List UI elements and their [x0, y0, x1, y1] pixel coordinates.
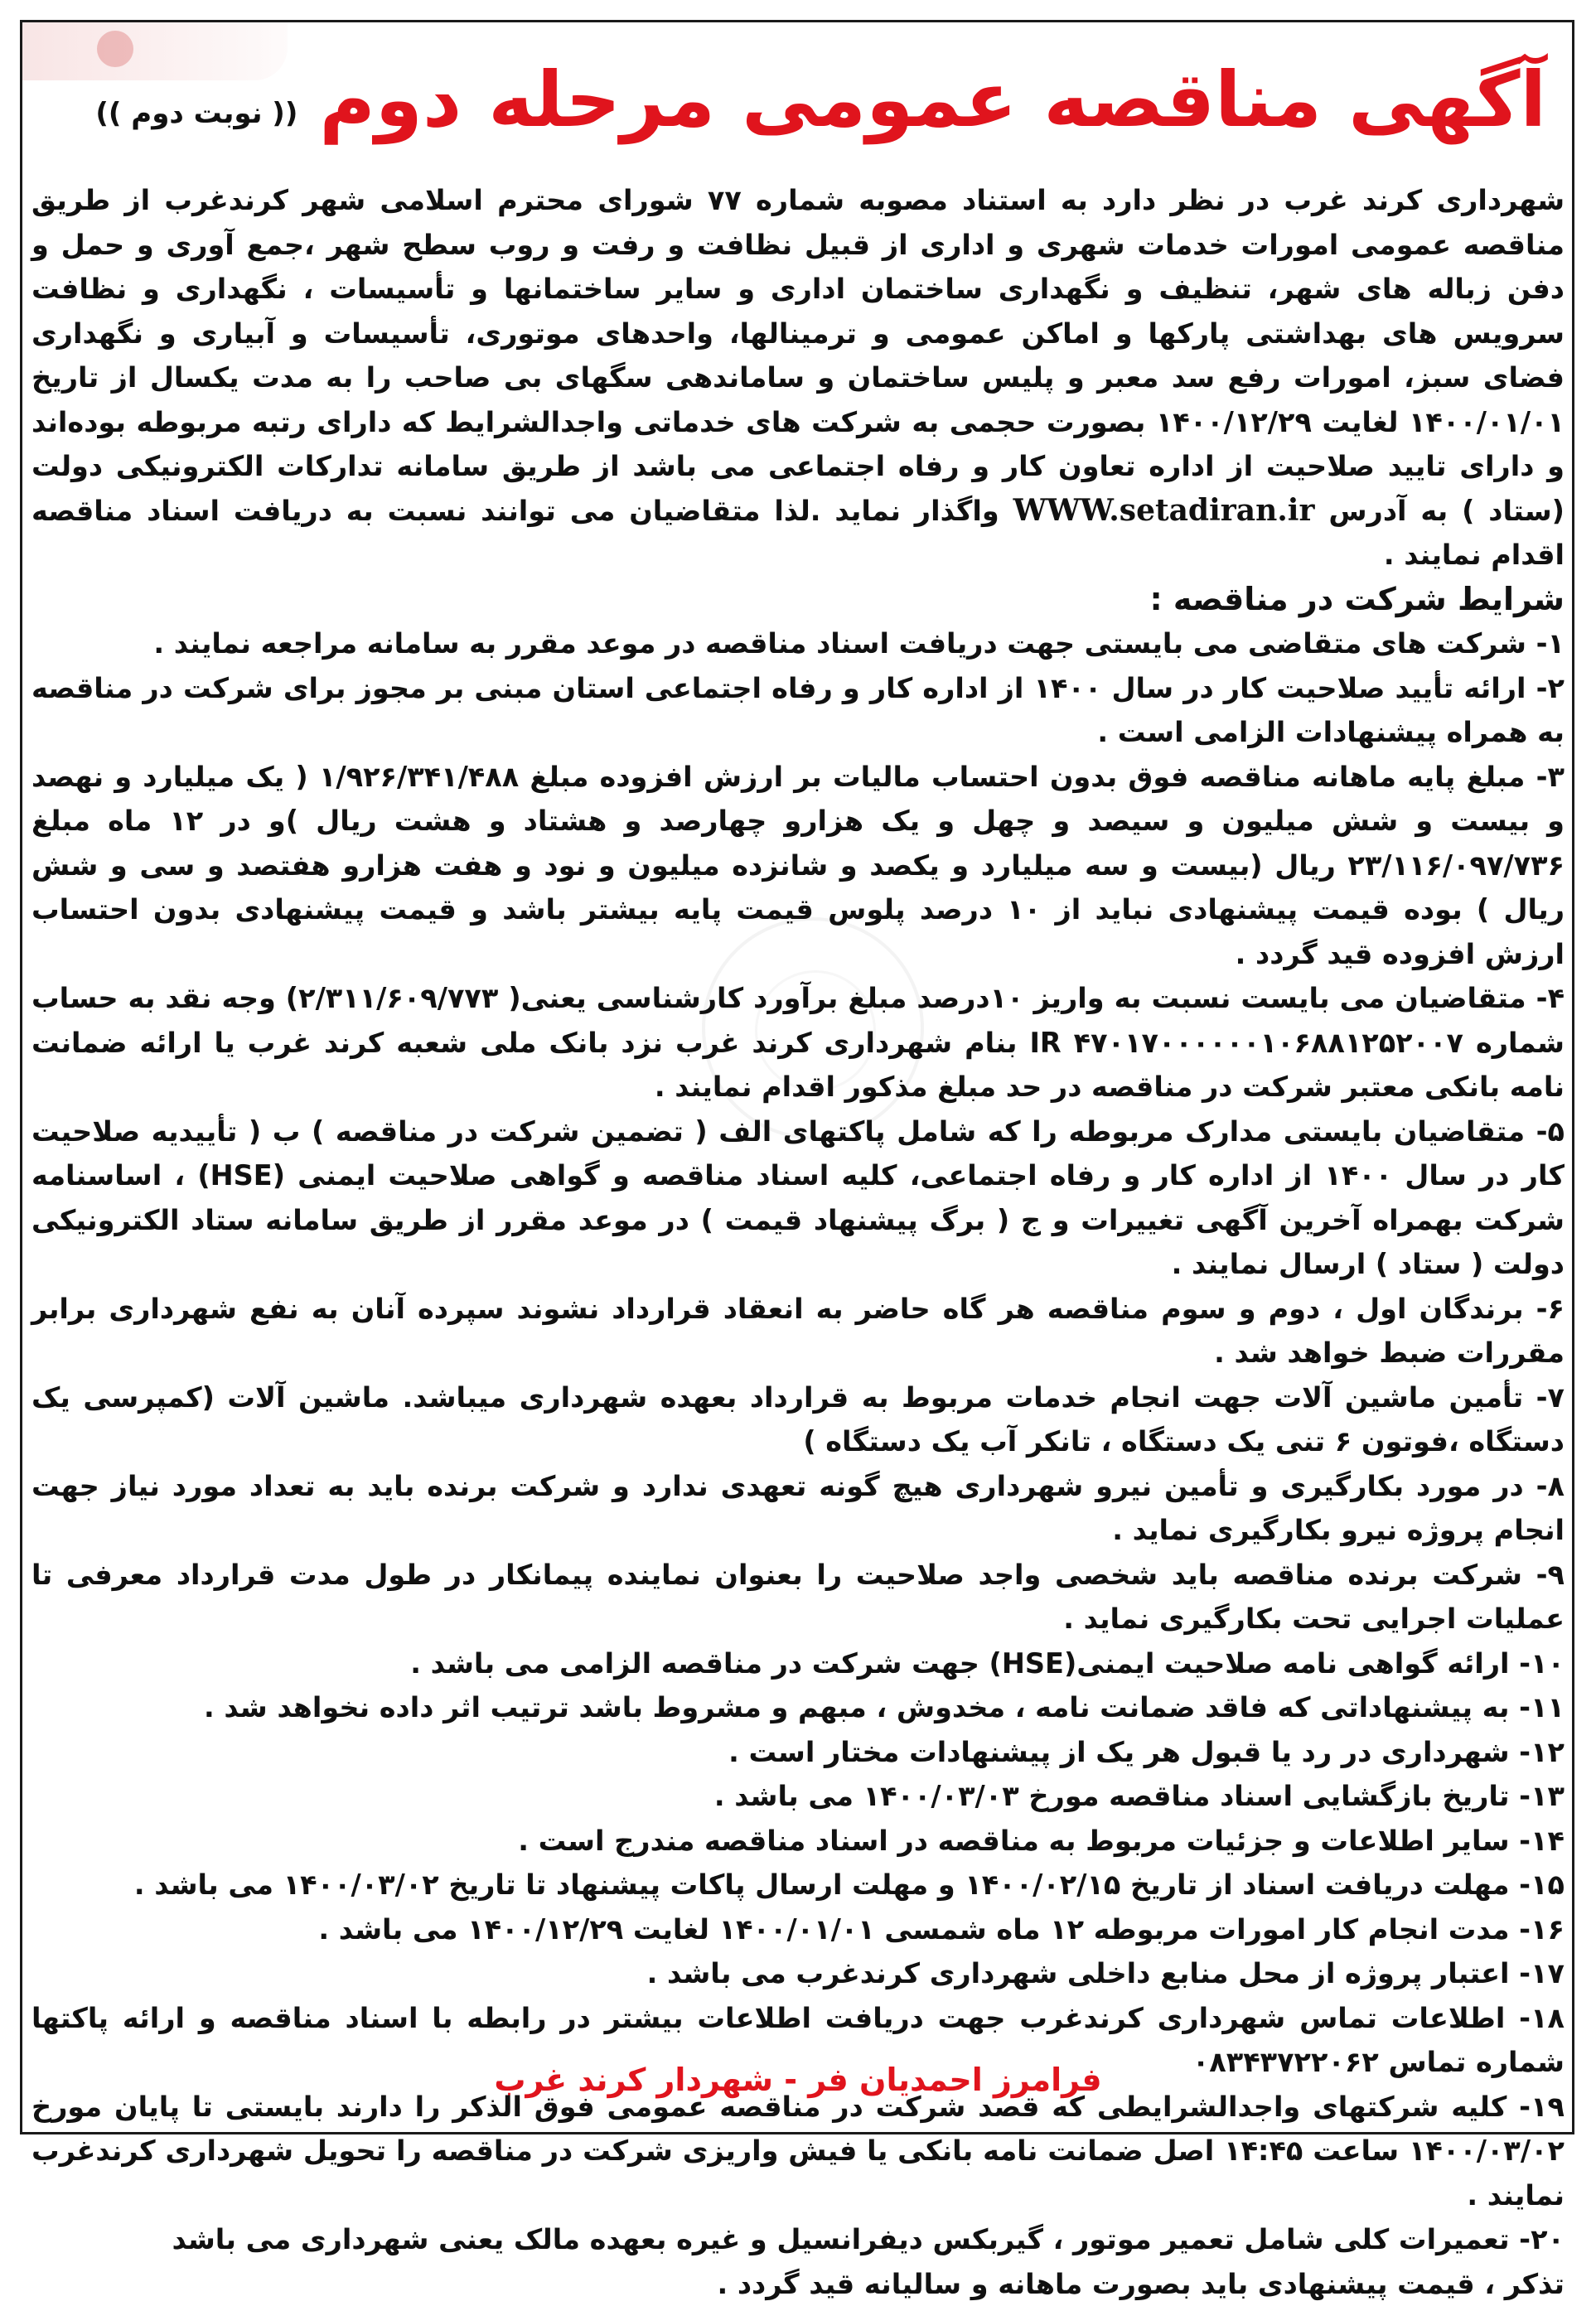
condition-item: ۳- مبلغ پایه ماهانه مناقصه فوق بدون احتساب مالیات بر ارزش افزوده مبلغ ۱/۹۲۶/۳۴۱/۴۸۸ ( یک میلیارد و نهصد و بیست و شش میلیون و سیصد و چهل و یک هزارو چهارصد و هشتاد و هشت ریال )و در ۱۲ ماه مبلغ ۲۳/۱۱۶/۰۹۷/۷۳۶ ریال (بیست و سه میلیارد و یکصد و شانزده میلیون و نود و هفت هزارو هفتصد و سی و شش ریال ) بوده قیمت پیشنهادی نباید از ۱۰ درصد پلوس قیمت پایه بیشتر باشد و قیمت پیشنهادی بدون احتساب ارزش افزوده قید گردد .: [31, 755, 1565, 977]
condition-item: ۷- تأمین ماشین آلات جهت انجام خدمات مربوط به قرارداد بعهده شهرداری میباشد. ماشین آلات (کمپرسی یک دستگاه ،فوتون ۶ تنی یک دستگاه ، تانکر آب یک دستگاه ): [31, 1375, 1565, 1464]
condition-item: ۵- متقاضیان بایستی مدارک مربوطه را که شامل پاکتهای الف ( تضمین شرکت در مناقصه ) ب ( تأییدیه صلاحیت کار در سال ۱۴۰۰ از اداره کار و رفاه اجتماعی، کلیه اسناد مناقصه و گواهی صلاحیت ایمنی (HSE) ، اساسنامه شرکت بهمراه آخرین آگهی تغییرات و ج ( برگ پیشنهاد قیمت ) در موعد مقرر از طریق سامانه ستاد الکترونیکی دولت ( ستاد ) ارسال نمایند .: [31, 1109, 1565, 1287]
condition-item: ۴- متقاضیان می بایست نسبت به واریز ۱۰درصد مبلغ برآورد کارشناسی یعنی( ۲/۳۱۱/۶۰۹/۷۷۳) وجه نقد به حساب شماره IR ۴۷۰۱۷۰۰۰۰۰۰۱۰۶۸۸۱۲۵۲۰۰۷ بنام شهرداری کرند غرب نزد بانک ملی شعبه کرند غرب یا ارائه ضمانت نامه بانکی معتبر شرکت در مناقصه در حد مبلغ مذکور اقدام نمایند .: [31, 976, 1565, 1109]
intro-text: شهرداری کرند غرب در نظر دارد به استناد مصوبه شماره ۷۷ شورای محترم اسلامی شهر کرندغرب از طریق مناقصه عمومی امورات خدمات شهری و اداری از قبیل نظافت و رفت و روب سطح شهر ،جمع آوری و حمل و دفن زباله های شهر، تنظیف و نگهداری ساختمان اداری و سایر ساختمانها و تأسیسات ، نگهداری و نظافت سرویس های بهداشتی پارکها و اماکن عمومی و ترمینالها، واحدهای موتوری، تأسیسات و آبیاری و نگهداری فضای سبز، امورات رفع سد معبر و پلیس ساختمان و ساماندهی سگهای بی صاحب را به مدت یکسال از تاریخ ۱۴۰۰/۰۱/۰۱ لغایت ۱۴۰۰/۱۲/۲۹ بصورت حجمی به شرکت های خدماتی واجدالشرایط که دارای رتبه مربوطه بوده‌اند و دارای تایید صلاحیت از اداره تعاون کار و رفاه اجتماعی می باشد از طریق سامانه تدارکات الکترونیکی دولت (ستاد ) به آدرس: [31, 184, 1565, 527]
condition-item: ۱۸- اطلاعات تماس شهرداری کرندغرب جهت دریافت اطلاعات بیشتر در رابطه با اسناد مناقصه و ارائه پاکتها شماره تماس ۰۸۳۴۳۷۲۲۰۶۲: [31, 1996, 1565, 2085]
notice-header: [95, 58, 1546, 142]
condition-item: ۲- ارائه تأیید صلاحیت کار در سال ۱۴۰۰ از اداره کار و رفاه اجتماعی استان مبنی بر مجوز برای شرکت در مناقصه به همراه پیشنهادات الزامی است .: [31, 666, 1565, 755]
notice-body: [31, 178, 1565, 2306]
condition-item: ۱۶- مدت انجام کار امورات مربوطه ۱۲ ماه شمسی ۱۴۰۰/۰۱/۰۱ لغایت ۱۴۰۰/۱۲/۲۹ می باشد .: [31, 1907, 1565, 1952]
intro-end-text: واگذار نماید .لذا متقاضیان می توانند نسبت به دریافت اسناد مناقصه اقدام نمایند .: [31, 495, 1565, 572]
signature-line: فرامرز احمدیان فر - شهردار کرند غرب: [0, 2062, 1596, 2098]
condition-item: ۱۴- سایر اطلاعات و جزئیات مربوط به مناقصه در اسناد مناقصه مندرج است .: [31, 1819, 1565, 1864]
condition-item: ۱۹- کلیه شرکتهای واجدالشرایطی که قصد شرکت در مناقصه عمومی فوق الذکر را دارند بایستی تا پایان مورخ ۱۴۰۰/۰۳/۰۲ ساعت ۱۴:۴۵ اصل ضمانت نامه بانکی یا فیش واریزی شرکت در مناقصه را تحویل شهرداری کرندغرب نمایند .: [31, 2085, 1565, 2218]
condition-item: ۲۰- تعمیرات کلی شامل تعمیر موتور ، گیربکس دیفرانسیل و غیره بعهده مالک یعنی شهرداری می باشد: [31, 2217, 1565, 2262]
condition-item: ۱۲- شهرداری در رد یا قبول هر یک از پیشنهادات مختار است .: [31, 1730, 1565, 1775]
website-address: WWW.setadiran.ir: [1013, 493, 1315, 528]
notice-title: آگهی مناقصه عمومی مرحله دوم: [319, 58, 1546, 142]
condition-item: ۱۷- اعتبار پروژه از محل منابع داخلی شهرداری کرندغرب می باشد .: [31, 1951, 1565, 1996]
condition-item: ۱۱- به پیشنهاداتی که فاقد ضمانت نامه ، مخدوش ، مبهم و مشروط باشد ترتیب اثر داده نخواهد شد .: [31, 1685, 1565, 1730]
condition-item: ۶- برندگان اول ، دوم و سوم مناقصه هر گاه حاضر به انعقاد قرارداد نشوند سپرده آنان به نفع شهرداری برابر مقررات ضبط خواهد شد .: [31, 1287, 1565, 1375]
intro-paragraph: [31, 178, 1565, 578]
conditions-list: [31, 621, 1565, 2262]
condition-item: ۱۳- تاریخ بازگشایی اسناد مناقصه مورخ ۱۴۰۰/۰۳/۰۳ می باشد .: [31, 1774, 1565, 1819]
note-text: تذکر ، قیمت پیشنهادی باید بصورت ماهانه و سالیانه قید گردد .: [31, 2262, 1565, 2306]
notice-round: (( نوبت دوم )): [95, 97, 297, 142]
condition-item: ۱۰- ارائه گواهی نامه صلاحیت ایمنی(HSE) جهت شرکت در مناقصه الزامی می باشد .: [31, 1641, 1565, 1686]
condition-item: ۱- شرکت های متقاضی می بایستی جهت دریافت اسناد مناقصه در موعد مقرر به سامانه مراجعه نمایند .: [31, 621, 1565, 666]
condition-item: ۱۵- مهلت دریافت اسناد از تاریخ ۱۴۰۰/۰۲/۱۵ و مهلت ارسال پاکات پیشنهاد تا تاریخ ۱۴۰۰/۰۳/۰۲ می باشد .: [31, 1863, 1565, 1907]
condition-item: ۸- در مورد بکارگیری و تأمین نیرو شهرداری هیچ گونه تعهدی ندارد و شرکت برنده باید به تعداد مورد نیاز جهت انجام پروژه نیرو بکارگیری نماید .: [31, 1464, 1565, 1553]
conditions-heading: شرایط شرکت در مناقصه :: [31, 578, 1565, 622]
condition-item: ۹- شرکت برنده مناقصه باید شخصی واجد صلاحیت را بعنوان نماینده پیمانکار در طول مدت قرارداد معرفی تا عملیات اجرایی تحت بکارگیری نماید .: [31, 1553, 1565, 1641]
